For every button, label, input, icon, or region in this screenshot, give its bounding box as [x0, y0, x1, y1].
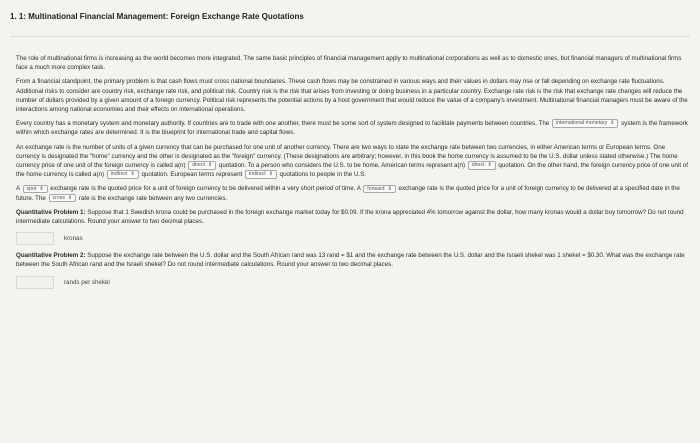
dropdown-value: direct: [192, 162, 205, 169]
dropdown-value: international monetary: [555, 120, 608, 127]
qp2-answer-row: [16, 276, 688, 289]
chevron-updown-icon: ⇕: [487, 162, 492, 169]
paragraph-1: The role of multinational firms is increasing as the world becomes more integrated. The same basic principles of financial management apply to multinational corporations as well as to domestic ones, but financial managers of multinational firms face a much more complex task.: [16, 55, 682, 72]
paragraph-2: From a financial standpoint, the primary problem is that cash flows must cross national boundaries. These cash flows may be constrained in various ways and their values in dollars may rise or fall depending on exchange rate fluctuations. Additional risks to consider are country risk, exchange rate risk, and political risk. Country risk is the risk that arises from investing or doing business in a particular country. Exchange rate risk is the risk that exchange rate changes will reduce the number of dollars provided by a given amount of a foreign currency. Political risk represents the potential actions by a host government that would reduce the value of a company's investment. Multinational financial managers must be aware of the interactions among national economies and their effects on international operations.: [16, 78, 688, 114]
quant-problem-2: [16, 251, 688, 269]
p5-text1: exchange rate is the quoted price for a unit of foreign currency to be delivered within a very short period of time. A: [50, 185, 361, 193]
p4-text4: quotation. European terms represent: [141, 171, 243, 179]
dropdown-value: cross: [52, 194, 65, 201]
qp2-text: Suppose the exchange rate between the U.S. dollar and the South African rand was 13 rand = $1 and the exchange rate between the U.S. dollar and the Israeli shekel was 1 shekel = $0.30. What was the exchange rate between the South African rand and the Israeli shekel? Do not round intermediate calculations. Round your answer to two decimal places.: [16, 252, 685, 269]
content: [16, 54, 688, 295]
rate-type-dropdown-1[interactable]: [23, 185, 48, 194]
paragraph-5: [16, 184, 688, 202]
dropdown-value: direct: [471, 162, 485, 169]
chevron-updown-icon: ⇕: [207, 162, 213, 169]
qp1-answer-row: [16, 232, 688, 245]
dropdown-value: indirect: [248, 171, 266, 178]
dropdown-value: indirect: [110, 171, 128, 178]
quotation-type-dropdown-4[interactable]: [245, 170, 277, 179]
p5-text0: A: [16, 185, 20, 193]
quotation-type-dropdown-1[interactable]: [188, 161, 216, 170]
p3-text1: Every country has a monetary system and monetary authority. If countries are to trade with one another, there must be some sort of system designed to facilitate payments between countries. The: [16, 120, 550, 128]
dropdown-value: forward: [367, 185, 385, 192]
chevron-updown-icon: ⇕: [610, 120, 615, 127]
qp1-answer-unit: kronas: [64, 235, 83, 243]
quant-problem-1: [16, 208, 688, 226]
p5-text3: rate is the exchange rate between any two currencies.: [78, 194, 228, 202]
paragraph-3: [16, 119, 688, 137]
page-title: 1. 1: Multinational Financial Management: Foreign Exchange Rate Quotations: [10, 12, 304, 21]
rate-type-dropdown-3[interactable]: [49, 194, 77, 203]
qp2-label: Quantitative Problem 2:: [16, 252, 86, 260]
p4-text2: quotation. To a person who considers the U.S. to be home, American terms represent a(n): [218, 162, 466, 170]
p4-text3: quotation. On the other hand, the foreign currency price of one unit of the home currency is called a(n): [16, 162, 688, 179]
monetary-system-dropdown[interactable]: [552, 119, 619, 128]
qp1-answer-input[interactable]: [16, 232, 54, 245]
chevron-updown-icon: ⇕: [39, 185, 44, 192]
p5-text2: exchange rate is the quoted price for a unit of foreign currency to be delivered at a specified date in the future. The: [16, 185, 680, 202]
chevron-updown-icon: ⇕: [268, 171, 273, 178]
chevron-updown-icon: ⇕: [67, 194, 73, 201]
p4-text5: quotations to people in the U.S.: [279, 171, 366, 179]
quotation-type-dropdown-3[interactable]: [107, 170, 139, 179]
rate-type-dropdown-2[interactable]: [363, 185, 396, 194]
qp2-answer-input[interactable]: [16, 276, 54, 289]
qp2-answer-unit: rands per shekel: [64, 278, 110, 286]
quotation-type-dropdown-2[interactable]: [468, 161, 496, 170]
dropdown-value: spot: [26, 185, 37, 192]
p3-text2: system is the framework within which exchange rates are determined. It is the blueprint for international trade and capital flows.: [16, 120, 688, 137]
chevron-updown-icon: ⇕: [130, 171, 135, 178]
qp1-text: Suppose that 1 Swedish krona could be purchased in the foreign exchange market today for $0.09. If the krona appreciated 4% tomorrow against the dollar, how many kronas would a dollar buy tomorrow? Do not round intermediate calculations. Round your answer to two decimal places.: [16, 208, 684, 226]
qp1-label: Quantitative Problem 1:: [16, 208, 86, 216]
paragraph-4: [16, 143, 688, 180]
chevron-updown-icon: ⇕: [387, 185, 392, 192]
divider: [10, 36, 690, 37]
p4-text1: An exchange rate is the number of units of a given currency that can be purchased for one unit of another currency. There are two ways to state the exchange rate between two currencies, in either American terms or European terms. One currency is designated the "home" currency and the other is designated as the "foreign" currency. (These designations are arbitrary; however, in this book the home currency is assumed to be the U.S. dollar unless stated otherwise.) The home currency price of one unit of the foreign currency is called a(n): [16, 143, 678, 170]
